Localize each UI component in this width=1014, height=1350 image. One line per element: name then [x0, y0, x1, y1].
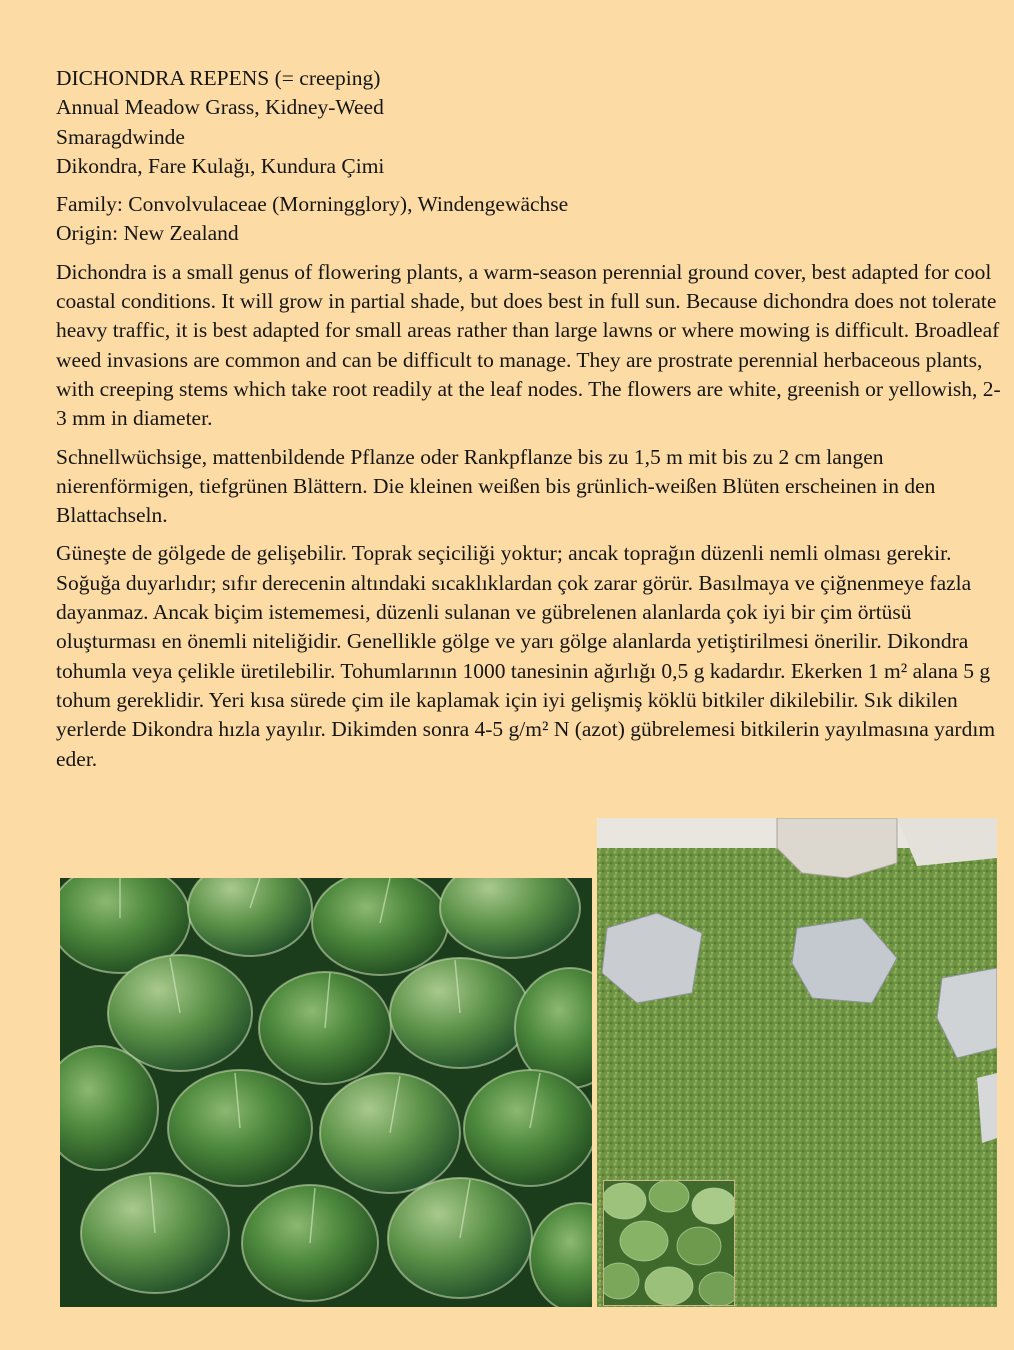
family-line: Family: Convolvulaceae (Morningglory), Windengewächse	[56, 192, 569, 217]
turkish-common-names: Dikondra, Fare Kulağı, Kundura Çimi	[56, 153, 385, 178]
dichondra-closeup-inset-photo	[603, 1180, 735, 1306]
german-common-name: Smaragdwinde	[56, 124, 185, 149]
scientific-name: DICHONDRA REPENS (= creeping)	[56, 66, 381, 90]
title-block	[56, 64, 1001, 181]
origin-line: Origin: New Zealand	[56, 221, 239, 246]
dichondra-leaves-photo	[60, 878, 592, 1307]
document-body	[56, 64, 1001, 783]
taxonomy-block	[56, 190, 1001, 249]
english-common-names: Annual Meadow Grass, Kidney-Weed	[56, 95, 384, 120]
german-paragraph: Schnellwüchsige, mattenbildende Pflanze oder Rankpflanze bis zu 1,5 m mit bis zu 2 cm langen nierenförmigen, tiefgrünen Blättern. Die kleinen weißen bis grünlich-weißen Blüten erscheinen in den Blattachseln.	[56, 444, 936, 528]
turkish-paragraph: Güneşte de gölgede de gelişebilir. Toprak seçiciliği yoktur; ancak toprağın düzenli nemli olması gerekir. Soğuğa duyarlıdır; sıfır derecenin altındaki sıcaklıklardan çok zarar görür. Basılmaya ve çiğnenmeye fazla dayanmaz. Ancak biçim istememesi, düzenli sulanan ve gübrelenen alanlarda çok iyi bir çim örtüsü oluşturması en önemli niteliğidir. Genellikle gölge ve yarı gölge alanlarda yetiştirilmesi önerilir. Dikondra tohumla veya çelikle üretilebilir. Tohumlarının 1000 tanesinin ağırlığı 0,5 g kadardır. Ekerken 1 m² alana 5 g tohum gereklidir. Yeri kısa sürede çim ile kaplamak için iyi gelişmiş köklü bitkiler dikilebilir. Sık dikilen yerlerde Dikondra hızla yayılır. Dikimden sonra 4-5 g/m² N (azot) gübrelemesi bitkilerin yayılmasına yardım eder.	[56, 541, 996, 771]
english-paragraph: Dichondra is a small genus of flowering plants, a warm-season perennial ground cover, best adapted for cool coastal conditions. It will grow in partial shade, but does best in full sun. Because dichondra does not tolerate heavy traffic, it is best adapted for small areas rather than large lawns or where mowing is difficult. Broadleaf weed invasions are common and can be difficult to manage. They are prostrate perennial herbaceous plants, with creeping stems which take root readily at the leaf nodes. The flowers are white, greenish or yellowish, 2-3 mm in diameter.	[56, 259, 1001, 431]
